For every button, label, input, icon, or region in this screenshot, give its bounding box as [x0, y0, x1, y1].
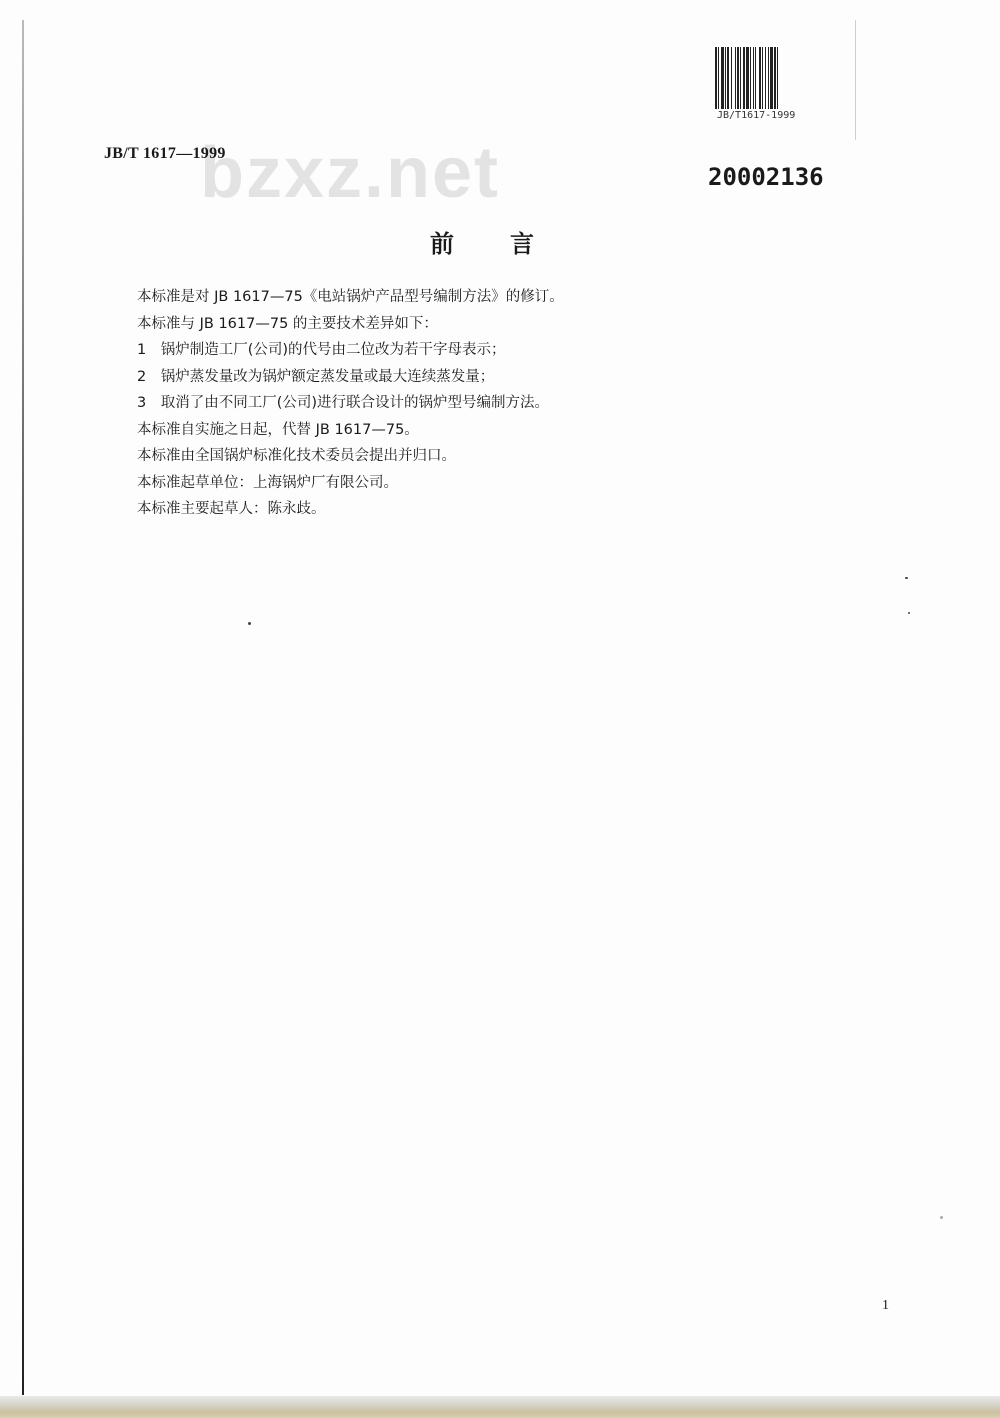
barcode-label: JB/T1617-1999: [717, 110, 796, 121]
barcode: [715, 47, 821, 109]
foreword-body: [137, 284, 737, 523]
list-item: 1 锅炉制造工厂(公司)的代号由二位改为若干字母表示；: [137, 342, 506, 358]
watermark: bzxz.net: [200, 133, 501, 213]
serial-number: 20002136: [708, 163, 824, 191]
paragraph: 本标准起草单位：上海锅炉厂有限公司。: [137, 474, 398, 491]
scan-speck: [940, 1216, 943, 1219]
barcode-bar: [778, 47, 780, 109]
paragraph: 本标准与 JB 1617—75 的主要技术差异如下：: [137, 315, 438, 332]
list-item: 3 取消了由不同工厂(公司)进行联合设计的锅炉型号编制方法。: [137, 395, 550, 411]
scan-right-edge: [855, 20, 856, 140]
scan-bottom-edge: [0, 1396, 1000, 1418]
paragraph: 本标准自实施之日起，代替 JB 1617—75。: [137, 421, 419, 438]
standard-code: JB/T 1617—1999: [104, 145, 226, 162]
scan-speck: [248, 622, 251, 625]
list-item: 2 锅炉蒸发量改为锅炉额定蒸发量或最大连续蒸发量；: [137, 368, 495, 385]
scan-speck: [908, 612, 910, 614]
scan-left-edge: [22, 20, 24, 1395]
paragraph: 本标准由全国锅炉标准化技术委员会提出并归口。: [137, 448, 456, 464]
page-number: 1: [882, 1298, 889, 1313]
paragraph: 本标准主要起草人：陈永歧。: [137, 501, 326, 517]
scan-speck: [905, 577, 908, 579]
page-title: 前言: [430, 230, 590, 258]
paragraph: 本标准是对 JB 1617—75《电站锅炉产品型号编制方法》的修订。: [137, 289, 564, 305]
